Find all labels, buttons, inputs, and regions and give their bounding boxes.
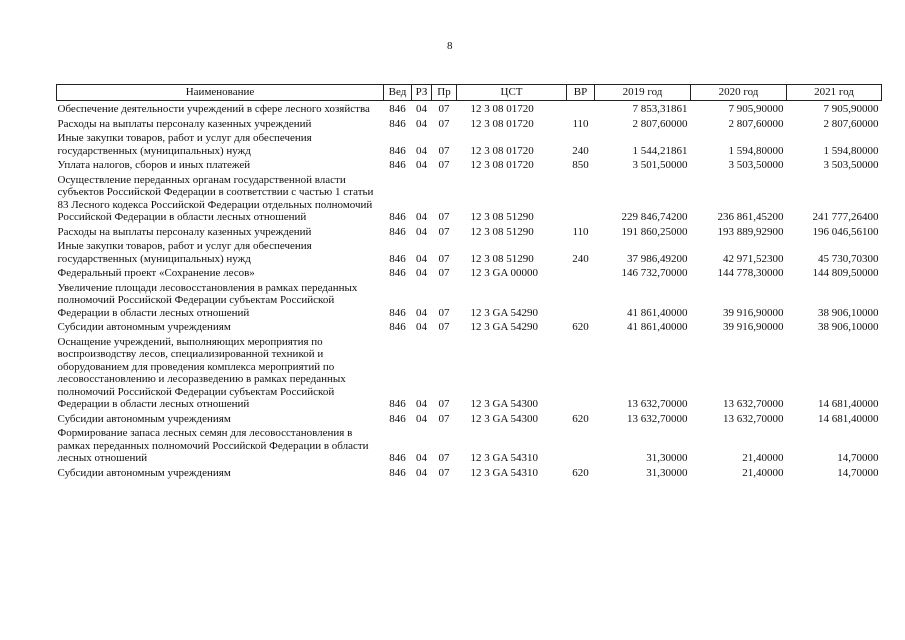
row-ved: 846 <box>389 252 406 265</box>
row-value-2021: 3 503,50000 <box>823 159 879 171</box>
table-row <box>57 334 882 411</box>
row-value-2021: 38 906,10000 <box>818 306 879 319</box>
row-value-2020: 21,40000 <box>742 466 784 479</box>
row-pr: 07 <box>438 159 450 171</box>
row-cst: 12 3 08 01720 <box>470 103 534 115</box>
table-row <box>57 425 882 465</box>
row-value-2019: 13 632,70000 <box>627 398 688 410</box>
table-row <box>57 238 882 265</box>
row-rz: 04 <box>416 398 427 410</box>
row-value-2021: 7 905,90000 <box>823 103 879 115</box>
row-cst: 12 3 GA 54300 <box>470 398 539 410</box>
row-name: Формирование запаса лесных семян для лесовосстановления в рамках переданных полномочий Российской Федерации в области лесных отношений <box>57 427 369 464</box>
row-value-2019: 7 853,31861 <box>632 103 688 115</box>
column-header: 2021 год <box>787 85 882 101</box>
row-pr: 07 <box>438 466 450 479</box>
row-value-2020: 144 778,30000 <box>717 267 784 279</box>
row-rz: 04 <box>416 211 427 223</box>
row-value-2020: 13 632,70000 <box>723 412 784 425</box>
row-vr <box>567 334 595 411</box>
row-value-2019: 3 501,50000 <box>632 159 688 171</box>
row-value-2020: 1 594,80000 <box>728 144 784 157</box>
column-header: Наименование <box>57 85 384 101</box>
column-header: ЦСТ <box>457 85 567 101</box>
row-cst: 12 3 08 51290 <box>470 252 534 265</box>
row-value-2020: 21,40000 <box>742 452 784 464</box>
row-vr: 620 <box>572 466 589 479</box>
row-ved: 846 <box>389 144 406 157</box>
row-vr: 620 <box>572 321 589 333</box>
row-value-2020: 2 807,60000 <box>728 117 784 130</box>
row-vr: 850 <box>572 159 589 171</box>
row-rz: 04 <box>416 321 427 333</box>
row-value-2021: 196 046,56100 <box>812 225 879 238</box>
row-vr: 240 <box>572 144 589 157</box>
row-cst: 12 3 GA 54290 <box>470 306 539 319</box>
row-cst: 12 3 GA 00000 <box>470 267 539 279</box>
row-name: Уплата налогов, сборов и иных платежей <box>57 159 251 171</box>
row-vr <box>567 265 595 280</box>
row-value-2021: 2 807,60000 <box>823 117 879 130</box>
row-vr <box>567 101 595 116</box>
row-value-2021: 1 594,80000 <box>823 144 879 157</box>
table-row <box>57 101 882 116</box>
column-header: 2019 год <box>595 85 691 101</box>
row-value-2021: 38 906,10000 <box>818 321 879 333</box>
row-value-2021: 14 681,40000 <box>818 398 879 410</box>
row-name: Субсидии автономным учреждениям <box>57 466 231 479</box>
row-pr: 07 <box>438 211 450 223</box>
row-rz: 04 <box>416 452 427 464</box>
row-pr: 07 <box>438 306 450 319</box>
row-ved: 846 <box>389 225 406 238</box>
row-name: Расходы на выплаты персоналу казенных учреждений <box>57 225 312 238</box>
row-rz: 04 <box>416 267 427 279</box>
row-value-2019: 41 861,40000 <box>627 306 688 319</box>
row-vr <box>567 172 595 224</box>
row-value-2019: 13 632,70000 <box>627 412 688 425</box>
row-rz: 04 <box>416 144 427 157</box>
row-cst: 12 3 08 51290 <box>470 225 534 238</box>
row-rz: 04 <box>416 159 427 171</box>
row-cst: 12 3 GA 54290 <box>470 321 539 333</box>
table-row <box>57 224 882 239</box>
row-value-2021: 14,70000 <box>837 466 879 479</box>
table-row <box>57 265 882 280</box>
row-rz: 04 <box>416 225 427 238</box>
column-header: 2020 год <box>691 85 787 101</box>
column-header: Пр <box>432 85 457 101</box>
row-ved: 846 <box>389 103 406 115</box>
row-rz: 04 <box>416 117 427 130</box>
row-value-2021: 14,70000 <box>837 452 879 464</box>
row-value-2021: 144 809,50000 <box>812 267 879 279</box>
row-ved: 846 <box>389 159 406 171</box>
row-value-2020: 193 889,92900 <box>717 225 784 238</box>
column-header: ВР <box>567 85 595 101</box>
row-value-2019: 37 986,49200 <box>627 252 688 265</box>
row-vr: 110 <box>572 117 589 130</box>
row-value-2020: 236 861,45200 <box>717 211 784 223</box>
row-pr: 07 <box>438 452 450 464</box>
column-header: Вед <box>384 85 412 101</box>
row-value-2019: 2 807,60000 <box>632 117 688 130</box>
row-pr: 07 <box>438 103 450 115</box>
table-header-row <box>57 85 882 101</box>
row-value-2020: 42 971,52300 <box>723 252 784 265</box>
row-value-2020: 39 916,90000 <box>723 306 784 319</box>
row-value-2019: 31,30000 <box>646 466 688 479</box>
row-rz: 04 <box>416 412 427 425</box>
row-name: Субсидии автономным учреждениям <box>57 412 231 425</box>
row-name: Иные закупки товаров, работ и услуг для обеспечения государственных (муниципальных) нужд <box>57 132 312 157</box>
row-name: Расходы на выплаты персоналу казенных учреждений <box>57 117 312 130</box>
row-cst: 12 3 08 51290 <box>470 211 534 223</box>
table-row <box>57 411 882 426</box>
row-vr: 110 <box>572 225 589 238</box>
row-name: Оснащение учреждений, выполняющих мероприятия по воспроизводству лесов, специализированной техникой и оборудованием для проведения комплекса мероприятий по лесовосстановлению и лесоразведению в рамках переданных полномочий Российской Федерации субъектам Российской Федерации в области лесных отношений <box>57 335 346 410</box>
table-row <box>57 116 882 131</box>
row-value-2020: 13 632,70000 <box>723 398 784 410</box>
row-value-2020: 39 916,90000 <box>723 321 784 333</box>
row-cst: 12 3 08 01720 <box>470 117 534 130</box>
row-ved: 846 <box>389 412 406 425</box>
row-pr: 07 <box>438 267 450 279</box>
row-name: Обеспечение деятельности учреждений в сфере лесного хозяйства <box>57 103 370 115</box>
row-value-2019: 146 732,70000 <box>621 267 688 279</box>
row-rz: 04 <box>416 466 427 479</box>
table-row <box>57 280 882 320</box>
row-pr: 07 <box>438 225 450 238</box>
row-vr: 620 <box>572 412 589 425</box>
table-row <box>57 319 882 334</box>
row-cst: 12 3 08 01720 <box>470 144 534 157</box>
row-ved: 846 <box>389 466 406 479</box>
row-value-2019: 229 846,74200 <box>621 211 688 223</box>
row-value-2019: 191 860,25000 <box>621 225 688 238</box>
row-vr: 240 <box>572 252 589 265</box>
row-cst: 12 3 GA 54310 <box>470 466 539 479</box>
row-cst: 12 3 GA 54310 <box>470 452 539 464</box>
row-pr: 07 <box>438 398 450 410</box>
table-row <box>57 465 882 480</box>
row-pr: 07 <box>438 321 450 333</box>
row-ved: 846 <box>389 306 406 319</box>
row-pr: 07 <box>438 117 450 130</box>
row-name: Осуществление переданных органам государственной власти субъектов Российской Федерации в соответствии с частью 1 статьи 83 Лесного кодекса Российской Федерации отдельных полномочий Российской Федерации в области лесных отношений <box>57 173 374 223</box>
table-row <box>57 130 882 157</box>
table-row <box>57 157 882 172</box>
row-value-2021: 45 730,70300 <box>818 252 879 265</box>
row-ved: 846 <box>389 452 406 464</box>
row-value-2019: 1 544,21861 <box>632 144 688 157</box>
row-value-2021: 14 681,40000 <box>818 412 879 425</box>
row-name: Субсидии автономным учреждениям <box>57 321 231 333</box>
row-value-2020: 7 905,90000 <box>728 103 784 115</box>
row-value-2021: 241 777,26400 <box>812 211 879 223</box>
row-value-2019: 41 861,40000 <box>627 321 688 333</box>
row-ved: 846 <box>389 117 406 130</box>
row-pr: 07 <box>438 252 450 265</box>
row-vr <box>567 280 595 320</box>
row-name: Увеличение площади лесовосстановления в рамках переданных полномочий Российской Федерации субъектам Российской Федерации в области лесных отношений <box>57 281 358 319</box>
table-body <box>57 101 882 480</box>
row-name: Федеральный проект «Сохранение лесов» <box>57 267 255 279</box>
row-rz: 04 <box>416 252 427 265</box>
row-cst: 12 3 08 01720 <box>470 159 534 171</box>
table-row <box>57 172 882 224</box>
row-ved: 846 <box>389 267 406 279</box>
row-rz: 04 <box>416 103 427 115</box>
row-cst: 12 3 GA 54300 <box>470 412 539 425</box>
row-name: Иные закупки товаров, работ и услуг для обеспечения государственных (муниципальных) нужд <box>57 240 312 265</box>
row-pr: 07 <box>438 412 450 425</box>
budget-table <box>56 84 882 479</box>
row-vr <box>567 425 595 465</box>
page-number: 8 <box>447 40 453 52</box>
row-value-2019: 31,30000 <box>646 452 688 464</box>
row-value-2020: 3 503,50000 <box>728 159 784 171</box>
row-ved: 846 <box>389 321 406 333</box>
row-pr: 07 <box>438 144 450 157</box>
row-rz: 04 <box>416 306 427 319</box>
column-header: РЗ <box>412 85 432 101</box>
row-ved: 846 <box>389 398 406 410</box>
row-ved: 846 <box>389 211 406 223</box>
